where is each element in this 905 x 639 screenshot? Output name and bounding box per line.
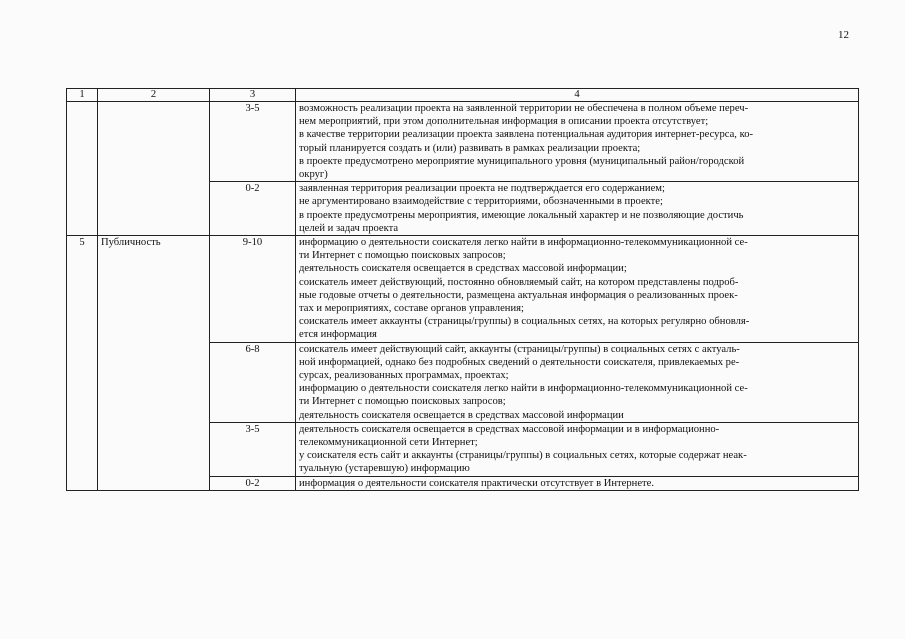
table-header-row	[67, 89, 859, 102]
row-number-cell	[67, 102, 98, 236]
description-cell: соискатель имеет действующий сайт, аккаунты (страницы/группы) в социальных сетях с актуаль- ной информацией, однако без подробных сведений о деятельности соискателя, привлекаемых ре- сурсах, реализованных программах, проектах; информацию о деятельности соискателя легко найти в информационно-телекоммуникационной се- ти Интернет с помощью поисковых запросов; деятельность соискателя освещается в средствах массовой информации	[296, 342, 859, 422]
table-row	[67, 236, 859, 343]
score-cell: 3-5	[210, 102, 296, 182]
score-cell: 6-8	[210, 342, 296, 422]
header-cell-2: 2	[98, 89, 210, 102]
row-number-cell: 5	[67, 236, 98, 491]
score-cell: 3-5	[210, 422, 296, 476]
page-number: 12	[838, 29, 849, 41]
criteria-table	[66, 88, 859, 491]
score-cell: 9-10	[210, 236, 296, 343]
criterion-cell: Публичность	[98, 236, 210, 491]
score-cell: 0-2	[210, 476, 296, 490]
score-cell: 0-2	[210, 182, 296, 236]
header-cell-1: 1	[67, 89, 98, 102]
table-row	[67, 102, 859, 182]
header-cell-3: 3	[210, 89, 296, 102]
description-cell: деятельность соискателя освещается в средствах массовой информации и в информационно- телекоммуникационной сети Интернет; у соискателя есть сайт и аккаунты (страницы/группы) в социальных сетях, которые содержат неак- туальную (устаревшую) информацию	[296, 422, 859, 476]
description-cell: информацию о деятельности соискателя легко найти в информационно-телекоммуникационной се- ти Интернет с помощью поисковых запросов; деятельность соискателя освещается в средствах массовой информации; соискатель имеет действующий, постоянно обновляемый сайт, на котором представлены подроб- ные годовые отчеты о деятельности, размещена актуальная информация о реализованных проек- тах и мероприятиях, составе органов управления; соискатель имеет аккаунты (страницы/группы) в социальных сетях, на которых регулярно обновля- ется информация	[296, 236, 859, 343]
description-cell: возможность реализации проекта на заявленной территории не обеспечена в полном объеме переч- нем мероприятий, при этом дополнительная информация в описании проекта отсутствует; в качестве территории реализации проекта заявлена потенциальная аудитория интернет-ресурса, ко- торый планируется создать и (или) развивать в рамках реализации проекта; в проекте предусмотрено мероприятие муниципального уровня (муниципальный район/городской округ)	[296, 102, 859, 182]
description-cell: информация о деятельности соискателя практически отсутствует в Интернете.	[296, 476, 859, 490]
criterion-cell	[98, 102, 210, 236]
header-cell-4: 4	[296, 89, 859, 102]
description-cell: заявленная территория реализации проекта не подтверждается его содержанием; не аргументировано взаимодействие с территориями, обозначенными в проекте; в проекте предусмотрены мероприятия, имеющие локальный характер и не позволяющие достичь целей и задач проекта	[296, 182, 859, 236]
